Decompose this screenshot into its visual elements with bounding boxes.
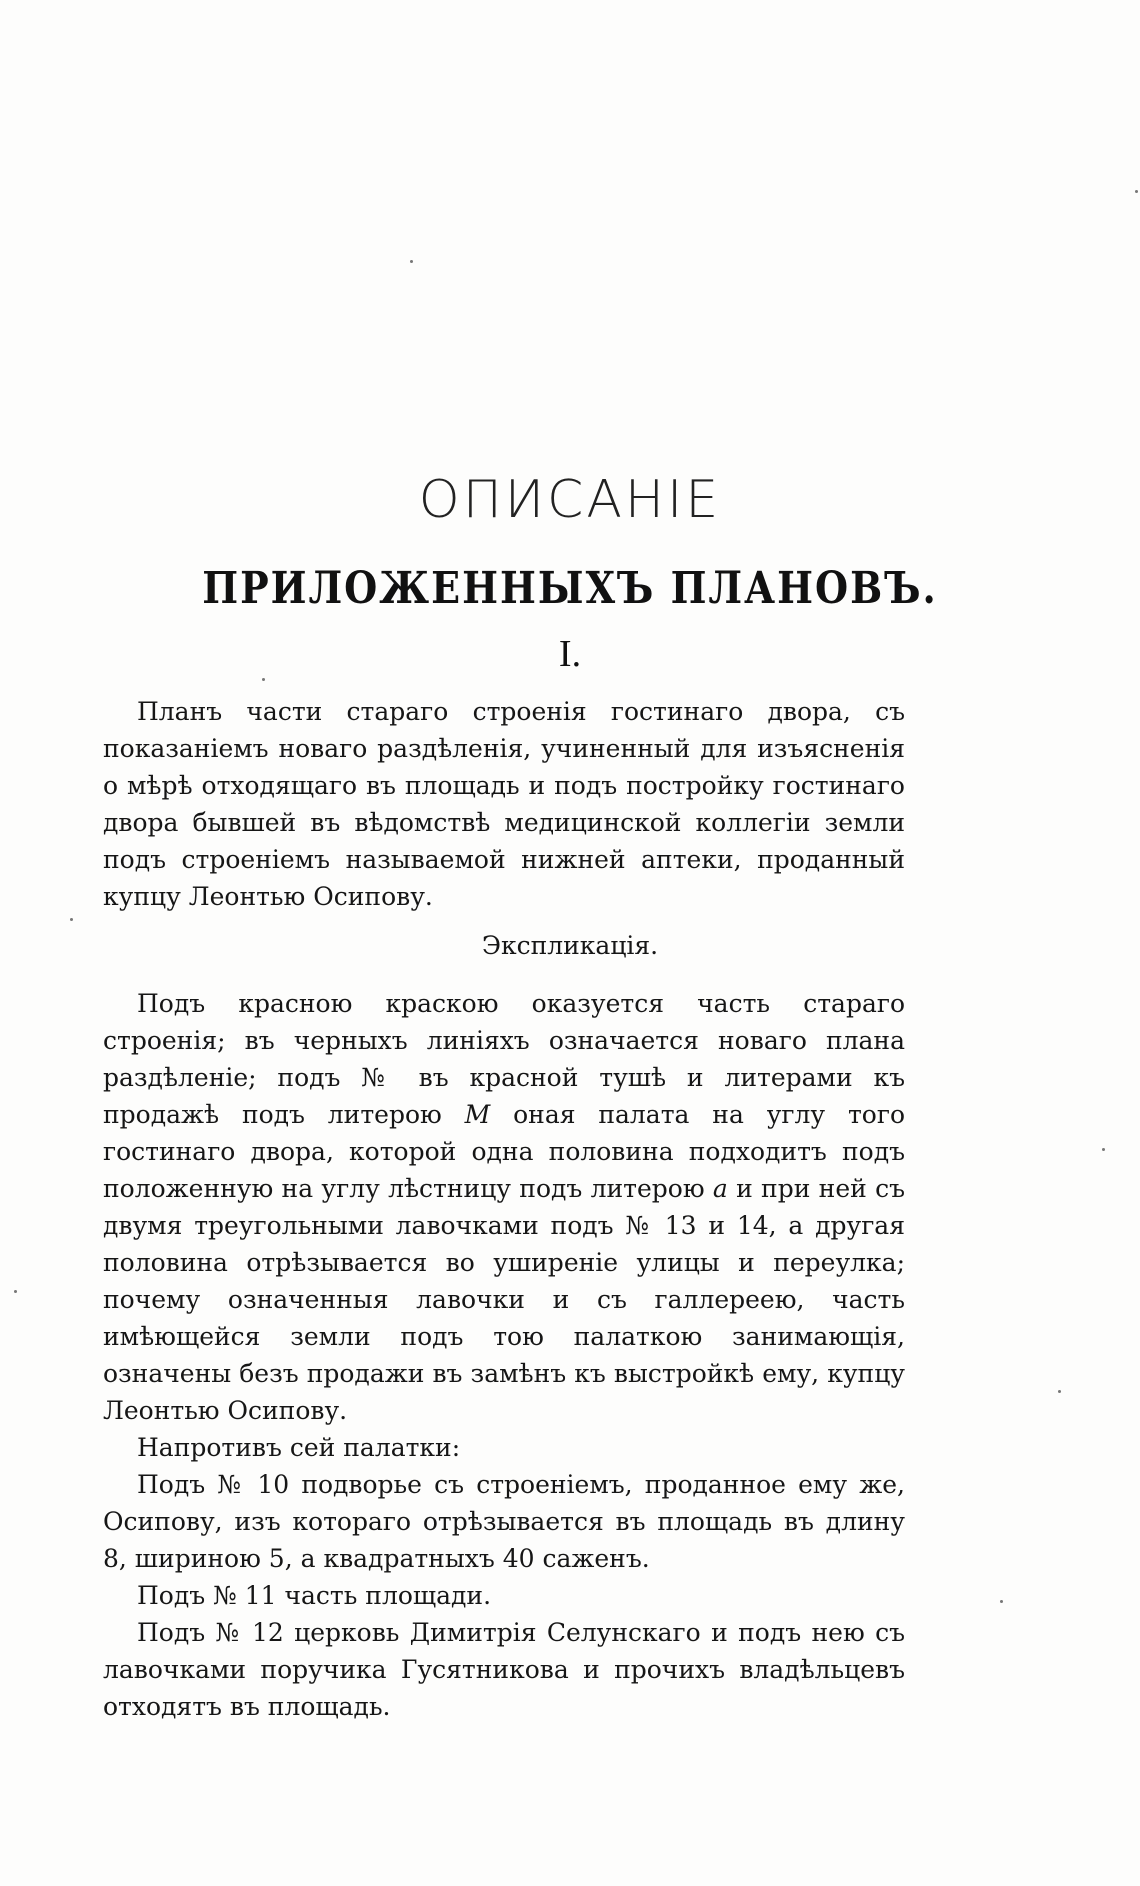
scan-speck xyxy=(262,678,265,681)
explication-paragraph xyxy=(103,985,905,1429)
page-title: ОПИСАНIЕ xyxy=(418,470,722,530)
section-number: I. xyxy=(558,633,582,675)
scan-speck xyxy=(1102,1148,1105,1151)
paragraph-text-part-2: оная палата на углу того гостинаго двора, которой одна половина подходитъ подъ положенную на углу лѣстницу подъ литерою xyxy=(103,1100,905,1203)
scan-speck xyxy=(1135,190,1138,193)
scan-speck xyxy=(70,918,73,921)
intro-paragraph: Планъ части стараго строенiя гостинаго двора, съ показанiемъ новаго раздѣленiя, учиненный для изъясненiя о мѣрѣ отходящаго въ площадь и подъ постройку гостинаго двора бывшей въ вѣдомствѣ медицинской коллегiи земли подъ строенiемъ называемой нижней аптеки, проданный купцу Леонтью Осипову. xyxy=(103,697,905,911)
line-no-11: Подъ № 11 часть площади. xyxy=(137,1581,492,1610)
explication-heading: Экспликацiя. xyxy=(481,931,659,960)
letter-a: a xyxy=(712,1174,728,1203)
line-no-12: Подъ № 12 церковь Димитрiя Селунскаго и подъ нею съ лавочками поручика Гусятникова и прочихъ владѣльцевъ отходятъ въ площадь. xyxy=(103,1618,905,1721)
paragraph-text-part-3: и при ней съ двумя треугольными лавочками подъ № 13 и 14, а другая половина отрѣзывается во ушиpенiе улицы и переулка; почему означенныя лавочки и съ галлереею, часть имѣющейся земли подъ тою палаткою занимающiя, означены безъ продажи въ замѣнъ къ выстройкѣ ему, купцу Леонтью Осипову. xyxy=(103,1174,905,1425)
explication-body xyxy=(103,985,905,1725)
scan-speck xyxy=(1058,1390,1061,1393)
letter-m: М xyxy=(464,1100,491,1129)
page-subtitle: ПРИЛОЖЕННЫХЪ ПЛАНОВЪ. xyxy=(202,561,938,614)
paragraph-text-part-1: Подъ красною краскою оказуется часть стараго строенiя; въ черныхъ линiяхъ означается новаго плана раздѣленiе; подъ № въ красной тушѣ и литерами къ продажѣ подъ литерою xyxy=(103,989,905,1129)
line-no-10: Подъ № 10 подворье съ строенiемъ, проданное ему же, Осипову, изъ котораго отрѣзывается въ площадь въ длину 8, шириною 5, а квадратныхъ 40 саженъ. xyxy=(103,1470,905,1573)
intro-block xyxy=(103,693,905,915)
scan-speck xyxy=(14,1290,17,1293)
scan-speck xyxy=(1000,1600,1003,1603)
line-opposite: Напротивъ сей палатки: xyxy=(137,1433,461,1462)
scan-speck xyxy=(410,260,413,263)
